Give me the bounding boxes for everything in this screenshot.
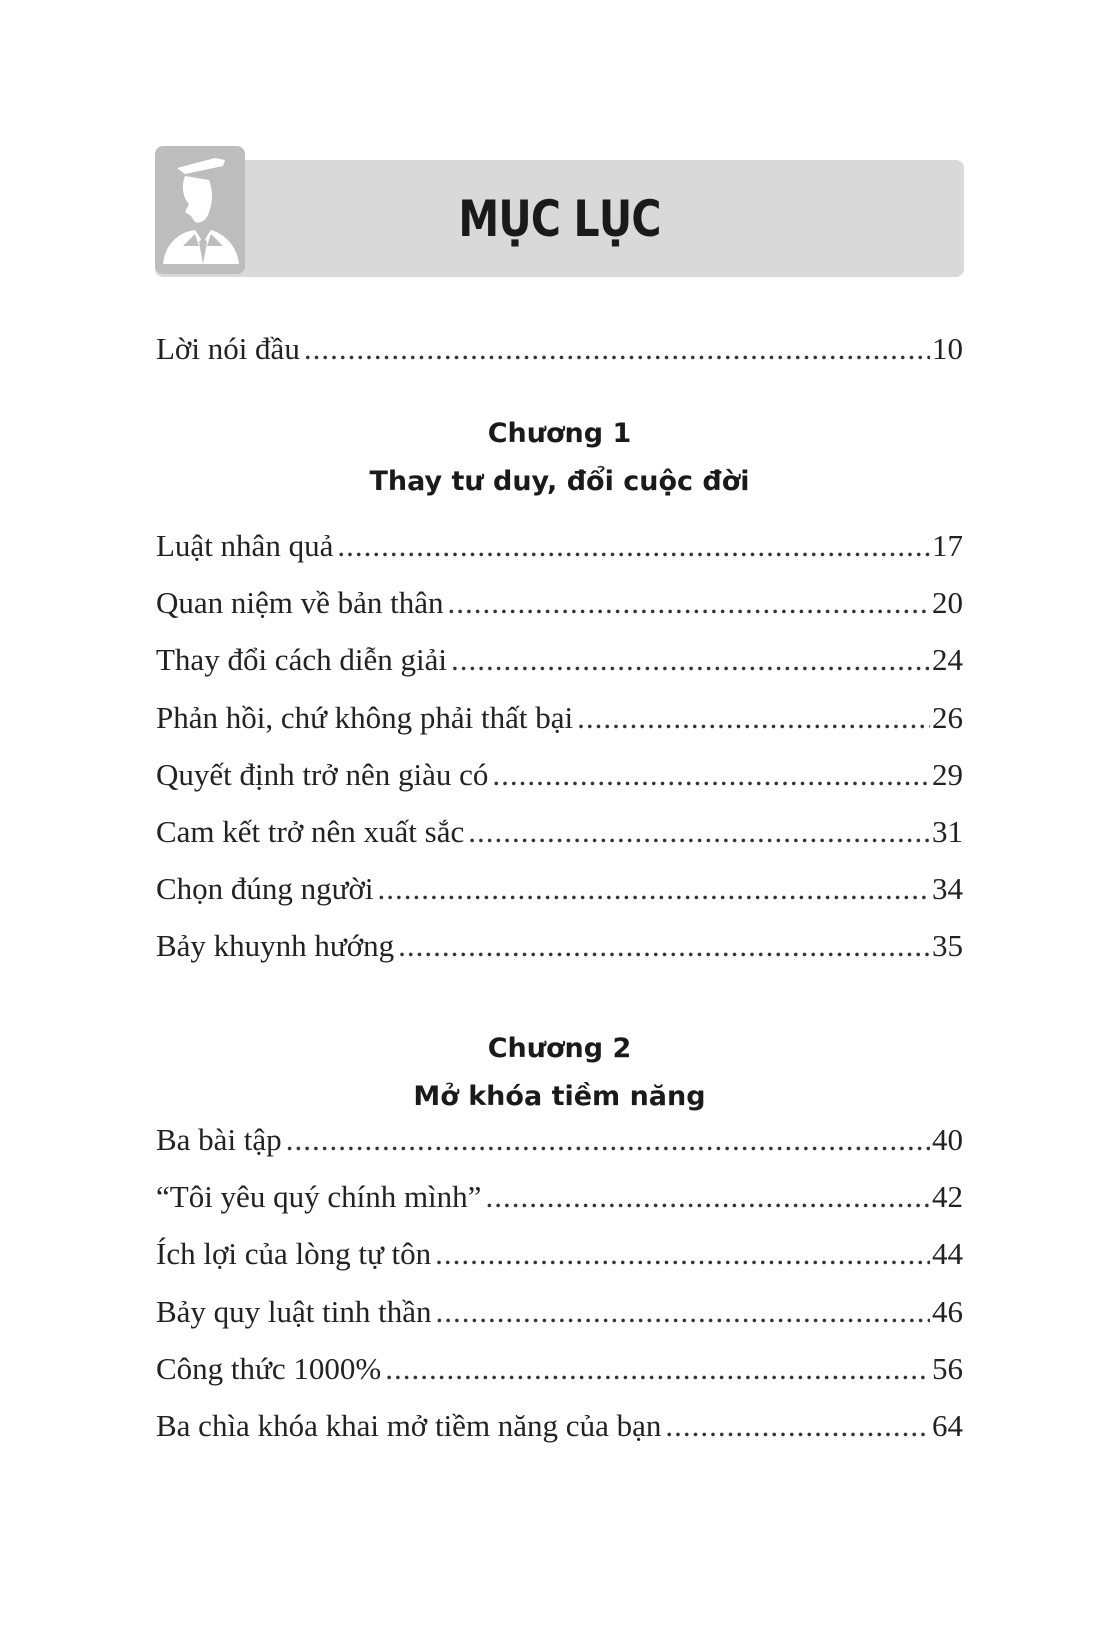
dot-leader bbox=[385, 1351, 930, 1387]
toc-entry-label: Cam kết trở nên xuất sắc bbox=[156, 813, 465, 849]
toc-entry[interactable] bbox=[156, 331, 963, 388]
toc-entry[interactable] bbox=[156, 528, 963, 585]
toc-entry-label: Công thức 1000% bbox=[156, 1350, 382, 1386]
toc-entry-label: Ích lợi của lòng tự tôn bbox=[156, 1236, 432, 1272]
toc-chapter-1-list bbox=[156, 528, 963, 986]
toc-entry[interactable] bbox=[156, 585, 963, 642]
toc-entry-page: 35 bbox=[932, 928, 963, 964]
toc-entry-label: Thay đổi cách diễn giải bbox=[156, 642, 447, 678]
toc-entry[interactable] bbox=[156, 757, 963, 814]
toc-entry[interactable] bbox=[156, 928, 963, 985]
toc-entry-page: 64 bbox=[932, 1407, 963, 1443]
toc-entry-page: 29 bbox=[932, 756, 963, 792]
dot-leader bbox=[435, 1236, 930, 1272]
toc-entry[interactable] bbox=[156, 1236, 963, 1293]
toc-entry-page: 20 bbox=[932, 585, 963, 621]
page-title: MỤC LỤC bbox=[458, 189, 661, 248]
toc-entry-page: 17 bbox=[932, 528, 963, 563]
chapter-heading-1 bbox=[155, 410, 964, 506]
toc-entry-page: 44 bbox=[932, 1236, 963, 1272]
dot-leader bbox=[337, 528, 930, 564]
toc-entry-label: Chọn đúng người bbox=[156, 871, 374, 907]
toc-entry[interactable] bbox=[156, 1294, 963, 1351]
dot-leader bbox=[377, 871, 930, 907]
chapter-title: Thay tư duy, đổi cuộc đời bbox=[369, 466, 750, 497]
dot-leader bbox=[398, 928, 930, 964]
dot-leader bbox=[577, 700, 930, 736]
toc-entry-label: Lời nói đầu bbox=[156, 331, 300, 366]
toc-entry-page: 42 bbox=[932, 1179, 963, 1215]
chapter-title: Mở khóa tiềm năng bbox=[413, 1081, 706, 1112]
toc-entry[interactable] bbox=[156, 1122, 963, 1179]
dot-leader bbox=[286, 1122, 930, 1158]
chapter-heading-2 bbox=[155, 1025, 964, 1121]
toc-entry[interactable] bbox=[156, 642, 963, 699]
toc-entry[interactable] bbox=[156, 1179, 963, 1236]
toc-preface bbox=[156, 331, 963, 388]
toc-entry-page: 10 bbox=[932, 331, 963, 366]
toc-entry[interactable] bbox=[156, 871, 963, 928]
toc-entry-page: 26 bbox=[932, 699, 963, 735]
dot-leader bbox=[468, 814, 930, 850]
dot-leader bbox=[485, 1179, 930, 1215]
toc-entry-page: 31 bbox=[932, 813, 963, 849]
toc-entry[interactable] bbox=[156, 1408, 963, 1465]
dot-leader bbox=[448, 585, 930, 621]
dot-leader bbox=[451, 642, 930, 678]
toc-entry-page: 40 bbox=[932, 1122, 963, 1157]
toc-entry-page: 34 bbox=[932, 871, 963, 907]
toc-chapter-2-list bbox=[156, 1122, 963, 1465]
dot-leader bbox=[492, 757, 930, 793]
dot-leader bbox=[665, 1408, 930, 1444]
toc-entry[interactable] bbox=[156, 814, 963, 871]
toc-entry-label: Ba chìa khóa khai mở tiềm năng của bạn bbox=[156, 1407, 662, 1443]
toc-entry-label: Quan niệm về bản thân bbox=[156, 585, 444, 621]
toc-entry-page: 56 bbox=[932, 1350, 963, 1386]
toc-entry-label: Ba bài tập bbox=[156, 1122, 282, 1157]
toc-entry-label: Quyết định trở nên giàu có bbox=[156, 756, 489, 792]
toc-entry-page: 46 bbox=[932, 1293, 963, 1329]
toc-entry-label: Bảy quy luật tinh thần bbox=[156, 1293, 432, 1329]
chapter-number: Chương 2 bbox=[487, 1033, 632, 1064]
chapter-number: Chương 1 bbox=[487, 418, 632, 449]
toc-entry[interactable] bbox=[156, 700, 963, 757]
toc-entry-label: Bảy khuynh hướng bbox=[156, 928, 395, 964]
toc-entry-page: 24 bbox=[932, 642, 963, 678]
toc-entry-label: Luật nhân quả bbox=[156, 528, 334, 563]
toc-entry-label: “Tôi yêu quý chính mình” bbox=[156, 1179, 482, 1215]
dot-leader bbox=[304, 331, 930, 367]
toc-entry-label: Phản hồi, chứ không phải thất bại bbox=[156, 699, 574, 735]
toc-entry[interactable] bbox=[156, 1351, 963, 1408]
dot-leader bbox=[436, 1294, 930, 1330]
